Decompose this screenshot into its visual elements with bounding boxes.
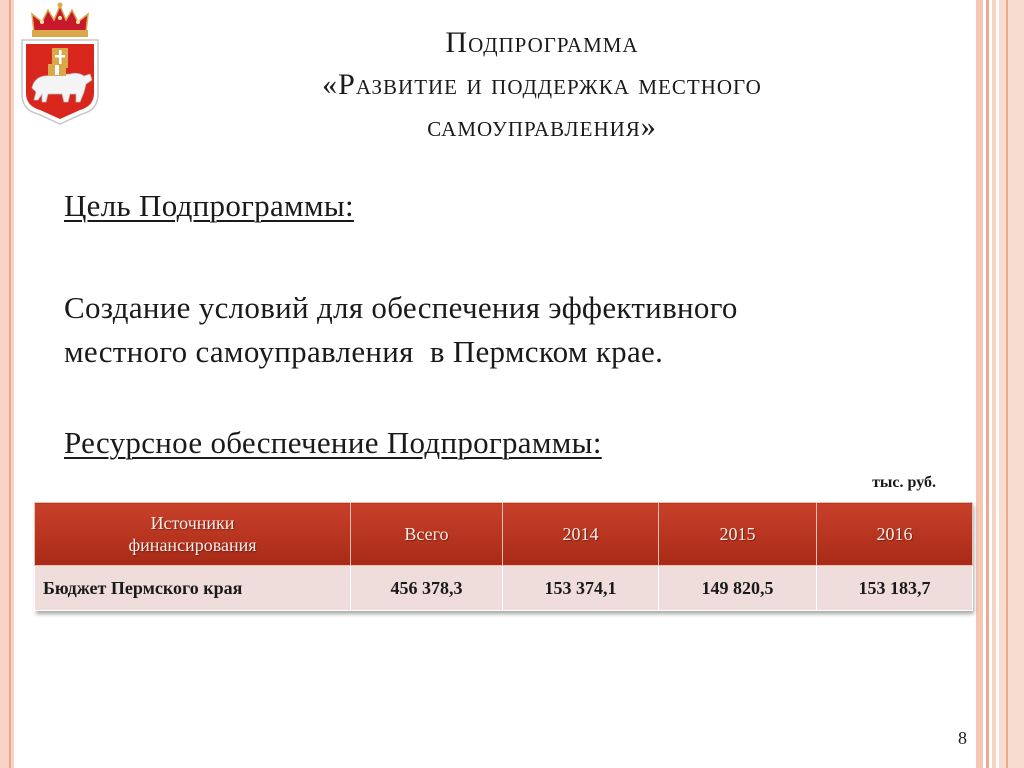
cell-2015: 149 820,5	[659, 566, 817, 611]
perm-krai-coat-of-arms-icon	[18, 2, 102, 126]
resource-heading: Ресурсное обеспечение Подпрограммы:	[64, 425, 602, 460]
cell-source: Бюджет Пермского края	[35, 566, 351, 611]
units-label: тыс. руб.	[872, 474, 936, 491]
cell-2014: 153 374,1	[503, 566, 659, 611]
table-header-row	[35, 503, 973, 566]
title-line-2: «Развитие и поддержка местного	[322, 68, 762, 101]
slide-title	[150, 22, 934, 148]
goal-heading: Цель Подпрограммы:	[64, 188, 354, 223]
title-line-1: Подпрограмма	[445, 26, 639, 59]
header-2016: 2016	[817, 503, 973, 566]
title-line-3: самоуправления»	[427, 110, 657, 143]
header-total: Всего	[351, 503, 503, 566]
funding-table	[34, 502, 972, 611]
goal-text-line-1: Создание условий для обеспечения эффективного	[64, 290, 738, 325]
header-2015: 2015	[659, 503, 817, 566]
table-row	[35, 566, 973, 611]
left-border-decoration	[0, 0, 14, 768]
header-2014: 2014	[503, 503, 659, 566]
header-source: Источники финансирования	[35, 503, 351, 566]
right-border-decoration	[976, 0, 1024, 768]
goal-text	[64, 286, 924, 374]
cell-2016: 153 183,7	[817, 566, 973, 611]
goal-text-line-2: местного самоуправления в Пермском крае.	[64, 334, 664, 369]
page-number: 8	[958, 728, 967, 748]
cell-total: 456 378,3	[351, 566, 503, 611]
